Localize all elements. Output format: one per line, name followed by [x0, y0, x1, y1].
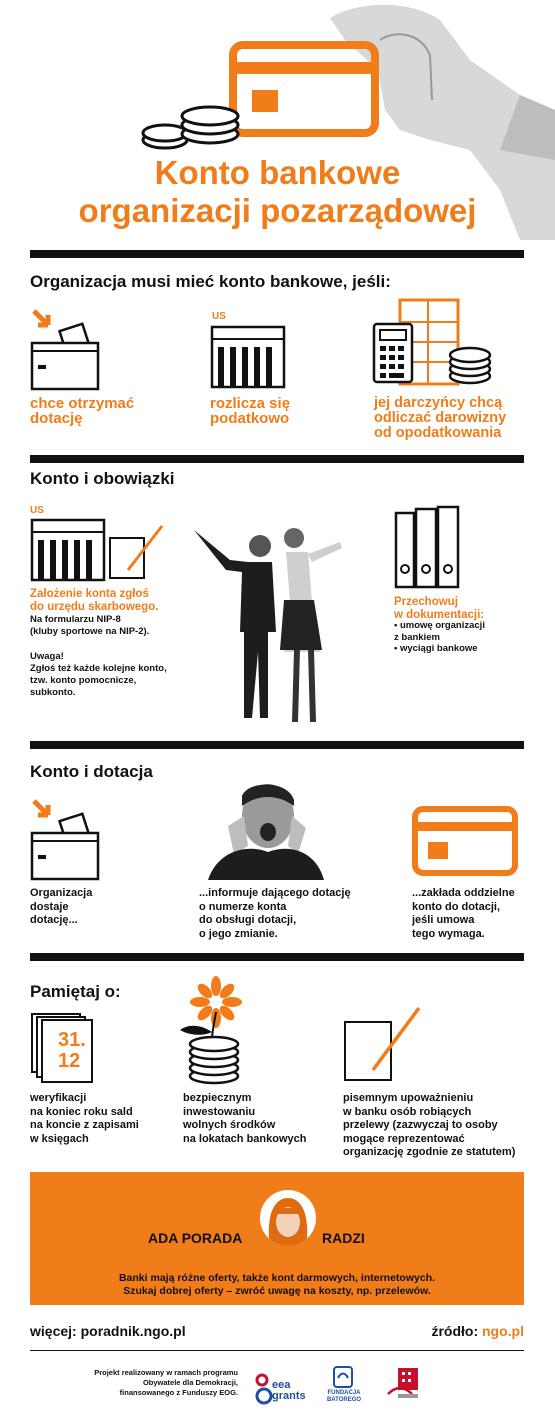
pointing-couple-photo	[190, 522, 355, 727]
section-divider-4	[30, 953, 524, 961]
source-label: źródło:	[431, 1323, 479, 1339]
section-divider-1	[30, 250, 524, 258]
document-pen-icon	[343, 1004, 423, 1084]
us-label: US	[30, 505, 44, 516]
calendar-day: 31.	[58, 1029, 86, 1051]
keep-docs-item-2: • wyciągi bankowe	[394, 643, 478, 654]
advice-name-left: ADA PORADA	[148, 1230, 243, 1246]
section-divider-3	[30, 741, 524, 749]
shouting-man-photo	[198, 776, 324, 880]
section-divider-2	[30, 455, 524, 463]
grant-step-2-label: ...informuje dającego dotację o numerze konta do obsługi dotacji, o jego zmianie.	[199, 887, 351, 940]
condition-grant-label: chce otrzymać dotację	[30, 395, 135, 427]
keep-docs-title: Przechowuj w dokumentacji:	[394, 596, 485, 621]
remember-investing-label: bezpiecznym inwestowaniu wolnych środków na lokatach bankowych	[183, 1092, 307, 1145]
batory-foundation-logo-text: FUNDACJA BATOREGO	[326, 1390, 362, 1403]
title-line-1: Konto bankowe	[154, 154, 401, 191]
tax-office-building-icon	[30, 518, 106, 582]
section-heading-conditions: Organizacja musi mieć konto bankowe, jeśli:	[30, 272, 391, 291]
advisor-avatar	[260, 1190, 316, 1246]
condition-donors-label: jej darczyńcy chcą odliczać darowizny od opodatkowania	[374, 395, 507, 441]
us-label: US	[212, 311, 226, 322]
wallet-with-money-icon	[30, 307, 100, 391]
more-link[interactable]: poradnik.ngo.pl	[80, 1323, 186, 1339]
section-heading-grant: Konto i dotacja	[30, 762, 153, 781]
grant-step-3-label: ...zakłada oddzielne konto do dotacji, jeśli umowa tego wymaga.	[412, 887, 515, 940]
flower-coins-icon	[176, 976, 248, 1084]
batory-foundation-logo-icon	[333, 1366, 353, 1388]
binders-icon	[394, 505, 460, 589]
bank-card-icon	[230, 42, 378, 136]
calendar-date	[58, 1030, 86, 1072]
advice-text: Banki mają różne oferty, także kont darmowych, internetowych. Szukaj dobrej oferty – zwróć uwagę na koszty, np. przelewów.	[118, 1272, 436, 1297]
bank-card-icon	[412, 806, 518, 876]
advice-box	[30, 1172, 524, 1305]
source-link-row	[431, 1323, 524, 1339]
coins-icon	[140, 104, 245, 152]
eea-grants-logo-icon	[254, 1370, 274, 1406]
keep-docs-item-1: • umowę organizacji z bankiem	[394, 620, 485, 643]
page-title	[0, 154, 555, 230]
remember-verification-label: weryfikacji na koniec roku sald na koncie z zapisami w księgach	[30, 1092, 139, 1145]
polish-childrens-fund-logo	[386, 1364, 420, 1400]
calendar-month: 12	[58, 1050, 81, 1072]
tax-office-building-icon	[210, 325, 286, 389]
grant-step-1-label: Organizacja dostaje dotację...	[30, 887, 93, 926]
advisor-face-illustration	[260, 1190, 316, 1246]
condition-tax-label: rozlicza się podatkowo	[210, 395, 291, 427]
footer-text: Projekt realizowany w ramach programu Obywatele dla Demokracji, finansowanego z Funduszy EOG.	[94, 1368, 238, 1397]
duty-report-title: Założenie konta zgłoś do urzędu skarbowego.	[30, 588, 159, 613]
advice-name-right: RADZI	[322, 1230, 365, 1246]
duty-report-note: Uwaga! Zgłoś też każde kolejne konto, tzw. konto pomocnicze, subkonto.	[30, 651, 167, 698]
more-link-row	[30, 1323, 186, 1339]
duty-report-body: Na formularzu NIP-8 (kluby sportowe na NIP-2).	[30, 614, 150, 637]
footer-divider	[30, 1350, 524, 1351]
title-line-2: organizacji pozarządowej	[78, 192, 477, 229]
eea-grants-logo-text: eea grants	[272, 1379, 306, 1402]
section-heading-duties: Konto i obowiązki	[30, 469, 175, 488]
source-link[interactable]: ngo.pl	[482, 1323, 524, 1339]
section-heading-remember: Pamiętaj o:	[30, 982, 121, 1001]
wallet-with-money-icon	[30, 797, 100, 881]
document-pen-icon	[108, 522, 166, 580]
remember-authorization-label: pisemnym upoważnieniu w banku osób robiących przelewy (zazwyczaj to osoby mogące reprezentować organizację zgodnie ze statutem)	[343, 1092, 516, 1158]
more-label: więcej:	[30, 1323, 77, 1339]
calculator-document-coins-icon	[372, 298, 492, 390]
